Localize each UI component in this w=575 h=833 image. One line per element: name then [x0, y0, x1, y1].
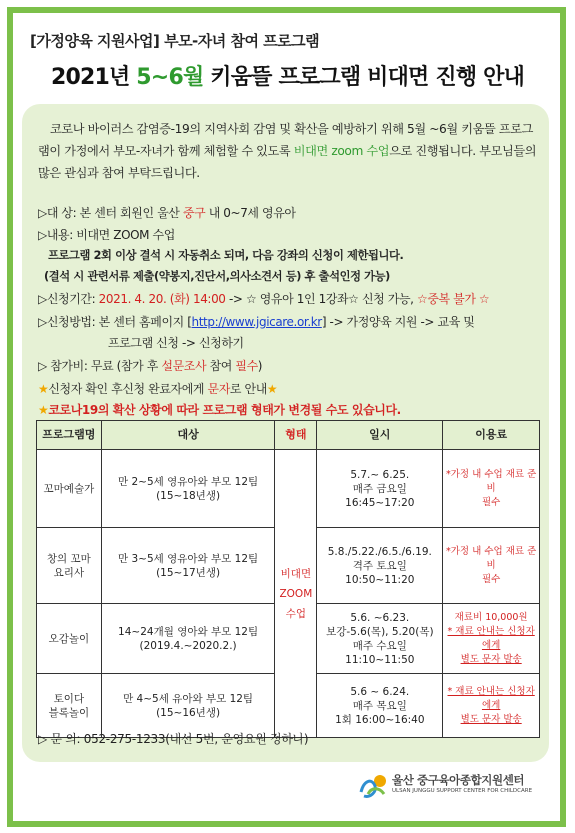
target-age: 내 0~7세 영유아: [205, 206, 296, 220]
program-name-text: 오감놀이: [48, 632, 90, 645]
fee-required: 필수: [235, 359, 258, 373]
program-datetime: [317, 528, 443, 604]
header-target: 대상: [101, 421, 275, 450]
fee-text: *가정 내 수업 재료 준비: [446, 545, 537, 571]
fee-text: *가정 내 수업 재료 준비: [446, 468, 537, 494]
program-name: [37, 674, 102, 738]
covid-notice: [38, 401, 401, 418]
fee-survey: 설문조사: [161, 359, 207, 373]
title-year: 2021년: [50, 65, 137, 90]
page-title: [0, 60, 575, 91]
datetime-text: 10:50~11:20: [345, 573, 415, 586]
star-icon: ★: [266, 382, 278, 396]
period-no-duplicate: ☆중복 불가 ☆: [416, 292, 490, 306]
format-cell: [275, 450, 317, 738]
table-header-row: [37, 421, 540, 450]
target-label: ▷대 상: 본 센터 회원인 울산: [38, 206, 183, 220]
datetime-text: 매주 수요일: [352, 639, 407, 652]
target-text: 만 2~5세 영유아와 부모 12팀: [117, 475, 259, 488]
program-datetime: [317, 450, 443, 528]
datetime-text: 11:10~11:50: [345, 653, 415, 666]
content-line: ▷내용: 비대면 ZOOM 수업: [38, 228, 175, 242]
fee-text: 필수: [481, 573, 501, 585]
fee-label: ▷ 참가비: 무료 (참가 후: [38, 359, 162, 373]
program-datetime: [317, 604, 443, 674]
program-fee: [443, 674, 540, 738]
program-name: [37, 604, 102, 674]
program-fee: [443, 604, 540, 674]
datetime-text: 16:45~17:20: [345, 496, 415, 509]
period-line: [38, 290, 489, 307]
method-path: ] -> 가정양육 지원 -> 교육 및: [321, 315, 475, 329]
title-months: 5~6월: [136, 65, 204, 90]
program-target: [101, 450, 275, 528]
program-datetime: [317, 674, 443, 738]
target-years: (15~18년생): [156, 489, 221, 502]
program-target: [101, 674, 275, 738]
target-text: 만 3~5세 영유아와 부모 12팀: [117, 552, 259, 565]
intro-text-1: 코로나 바이러스 감염증-19의 지역사회 감염 및 확산을 예방하기 위해 5월 ~6월 키움뜰 프로그램이 가정에서 부모-자녀가 함께 체험할 수 있도록: [38, 122, 533, 158]
header-program-name: 프로그램명: [37, 421, 102, 450]
contact-info: ▷ 문 의: 052-275-1233(내선 5번, 운영요원 정하나): [38, 732, 309, 746]
fee-text: 별도 문자 발송: [460, 713, 522, 725]
homepage-link[interactable]: http://www.jgicare.or.kr: [191, 315, 322, 329]
period-rule: -> ☆ 영유아 1인 1강좌☆ 신청 가능,: [225, 292, 417, 306]
fee-text: * 재료 안내는 신청자에게: [447, 685, 535, 711]
fee-text: 별도 문자 발송: [460, 653, 522, 665]
star-icon: ★: [38, 382, 49, 396]
fee-line: [38, 357, 262, 374]
datetime-text: 매주 금요일: [352, 482, 407, 495]
datetime-text: 1회 16:00~16:40: [335, 713, 425, 726]
period-date: 2021. 4. 20. (화) 14:00: [98, 292, 226, 306]
program-name: [37, 528, 102, 604]
header-datetime: 일시: [317, 421, 443, 450]
program-name-text: 토이다: [53, 692, 85, 705]
program-name-text: 요리사: [53, 566, 85, 579]
datetime-text: 5.7.~ 6.25.: [350, 468, 410, 481]
absence-warning: 프로그램 2회 이상 결석 시 자동취소 되며, 다음 강좌의 신청이 제한됩니다.: [48, 249, 404, 262]
period-label: ▷신청기간:: [38, 292, 99, 306]
program-name-text: 꼬마예술가: [43, 482, 95, 495]
star-icon: ★: [38, 403, 49, 417]
header-format: 형태: [275, 421, 317, 450]
intro-paragraph: [38, 118, 538, 184]
format-text: 수업: [285, 607, 307, 620]
fee-text: * 재료 안내는 신청자에게: [447, 625, 535, 651]
notice-text: 신청자 확인 후신청 완료자에게: [48, 382, 208, 396]
program-target: [101, 604, 275, 674]
program-table: [36, 420, 540, 738]
datetime-text: 격주 토요일: [352, 559, 407, 572]
fee-text: 필수: [481, 496, 501, 508]
target-years: (2019.4.~2020.2.): [139, 639, 237, 652]
method-line: [38, 313, 475, 330]
target-years: (15~17년생): [156, 566, 221, 579]
datetime-text: 5.6. ~6.23.: [350, 611, 410, 624]
notice-sms: 문자: [207, 382, 230, 396]
absence-document-note: (결석 시 관련서류 제출(약봉지,진단서,의사소견서 등) 후 출석인정 가능): [44, 270, 390, 283]
notice-end: 로 안내: [229, 382, 267, 396]
notice-line: [38, 380, 277, 397]
datetime-text: 5.6 ~ 6.24.: [350, 685, 410, 698]
covid-text: 코로나19의 확산 상황에 따라 프로그램 형태가 변경될 수도 있습니다.: [48, 403, 401, 417]
program-fee: [443, 450, 540, 528]
program-subtitle: [가정양육 지원사업] 부모-자녀 참여 프로그램: [30, 32, 320, 50]
datetime-text: 5.8./5.22./6.5./6.19.: [327, 545, 432, 558]
program-name-text: 창의 꼬마: [46, 552, 91, 565]
intro-text-2: 으로 진행됩니다. 부모님들의 많은 관심과 참여 부탁드립니다.: [38, 144, 537, 180]
program-name: [37, 450, 102, 528]
method-label: ▷신청방법: 본 센터 홈페이지 [: [38, 315, 192, 329]
center-name-en: ULSAN JUNGGU SUPPORT CENTER FOR CHILDCARE: [392, 788, 533, 794]
target-line: [38, 204, 296, 221]
datetime-text: 매주 목요일: [352, 699, 407, 712]
fee-close: ): [257, 359, 263, 373]
program-name-text: 블록놀이: [48, 706, 90, 719]
center-logo-icon: [358, 772, 388, 800]
target-years: (15~16년생): [156, 706, 221, 719]
program-fee: [443, 528, 540, 604]
target-text: 만 4~5세 유아와 부모 12팀: [123, 692, 254, 705]
fee-text: 재료비 10,000원: [454, 611, 528, 623]
datetime-text: 보강-5.6(목), 5.20(목): [326, 625, 434, 638]
program-target: [101, 528, 275, 604]
format-text: 비대면: [280, 567, 312, 580]
title-rest: 키움뜰 프로그램 비대면 진행 안내: [203, 65, 525, 90]
header-fee: 이용료: [443, 421, 540, 450]
method-line-2: 프로그램 신청 -> 신청하기: [108, 336, 244, 350]
center-logo: [358, 770, 548, 806]
table-row: [37, 450, 540, 528]
fee-mid: 참여: [206, 359, 236, 373]
center-name-ko: 울산 중구육아종합지원센터: [392, 773, 525, 787]
target-text: 14~24개월 영아와 부모 12팀: [118, 625, 259, 638]
target-district: 중구: [182, 206, 206, 220]
intro-highlight: 비대면 zoom 수업: [293, 144, 390, 158]
format-text: ZOOM: [279, 587, 313, 600]
